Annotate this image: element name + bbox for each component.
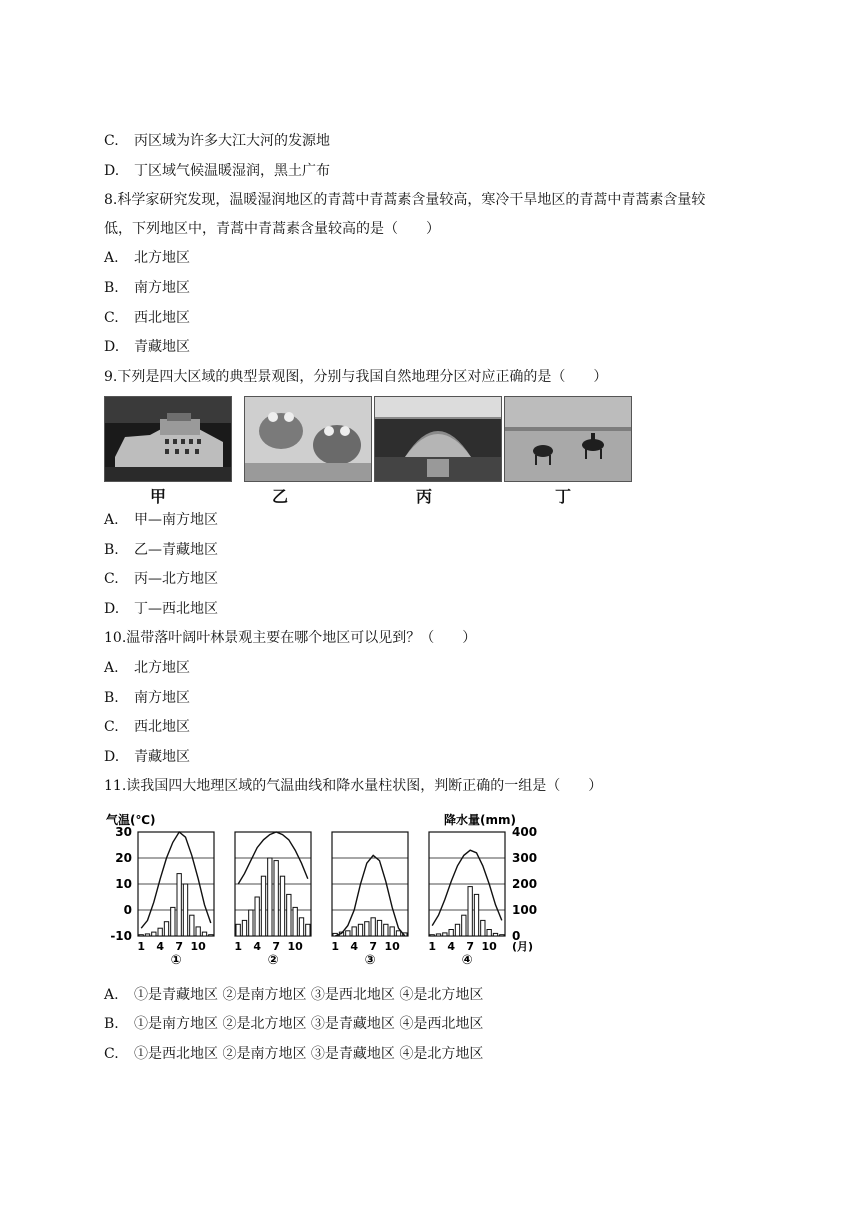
precipitation-bar [152, 932, 156, 936]
precipitation-tick-label: 300 [512, 851, 538, 865]
q11-option-c[interactable] [104, 1044, 483, 1064]
temperature-tick-label: 0 [123, 903, 132, 917]
q11-option-a[interactable] [104, 985, 483, 1005]
option-text: 丁区域气候温暖湿润，黑土广布 [134, 163, 330, 179]
q9-option-b[interactable] [104, 540, 218, 560]
precipitation-bar [209, 935, 213, 936]
option-letter: A. [104, 987, 119, 1003]
precipitation-bar [346, 931, 350, 936]
month-tick-label: 7 [272, 940, 280, 953]
option-letter: C. [104, 571, 119, 587]
q8-option-c[interactable] [104, 308, 190, 328]
temperature-curve [432, 850, 502, 925]
q10-option-b[interactable] [104, 688, 190, 708]
precipitation-bar [371, 918, 375, 936]
option-letter: A. [104, 512, 119, 528]
temperature-tick-label: 20 [115, 851, 132, 865]
photo-label-yi: 乙 [271, 487, 288, 506]
precipitation-bar [493, 933, 497, 936]
precipitation-bar [436, 934, 440, 936]
option-letter: B. [104, 542, 119, 558]
month-tick-label: 1 [234, 940, 242, 953]
precipitation-bar [500, 935, 504, 936]
precipitation-bar [190, 915, 194, 936]
option-text: 南方地区 [134, 280, 190, 296]
option-letter: B. [104, 690, 119, 706]
option-letter: B. [104, 1016, 119, 1032]
option-text: 青藏地区 [134, 749, 190, 765]
option-text: 北方地区 [134, 250, 190, 266]
q10-stem: 10.温带落叶阔叶林景观主要在哪个地区可以见到？（ ） [104, 630, 477, 646]
precipitation-bar [287, 894, 291, 936]
precipitation-bar [293, 907, 297, 936]
option-text: 西北地区 [134, 310, 190, 326]
temperature-tick-label: 30 [115, 825, 132, 839]
precipitation-bar [196, 927, 200, 936]
precipitation-bar [455, 924, 459, 936]
option-letter: C. [104, 719, 119, 735]
precipitation-bar [443, 933, 447, 936]
climate-charts-svg [104, 808, 544, 968]
precipitation-bar [468, 887, 472, 936]
q9-option-c[interactable] [104, 569, 218, 589]
option-letter: D. [104, 601, 120, 617]
chart-panel-label: ② [267, 953, 279, 968]
option-letter: D. [104, 163, 120, 179]
temperature-axis-title: 气温(℃) [106, 813, 156, 827]
precipitation-tick-label: 400 [512, 825, 538, 839]
photo-potala-palace [104, 396, 232, 482]
precipitation-bar [164, 922, 168, 936]
precipitation-bar [177, 874, 181, 936]
option-text: 甲—南方地区 [134, 512, 218, 528]
precipitation-bar [255, 897, 259, 936]
month-unit-label: (月) [512, 940, 534, 953]
precipitation-bar [139, 935, 143, 936]
q9-stem: 9.下列是四大区域的典型景观图，分别与我国自然地理分区对应正确的是（ ） [104, 369, 608, 385]
temperature-tick-label: 10 [115, 877, 132, 891]
option-letter: A. [104, 250, 119, 266]
q11-stem: 11.读我国四大地理区域的气温曲线和降水量柱状图，判断正确的一组是（ ） [104, 778, 603, 794]
precipitation-bar [430, 935, 434, 936]
option-text: ①是青藏地区 ②是南方地区 ③是西北地区 ④是北方地区 [134, 987, 484, 1003]
photo-label-jia: 甲 [149, 487, 166, 506]
q8-option-b[interactable] [104, 278, 190, 298]
q9-option-a[interactable] [104, 510, 218, 530]
precipitation-bar [474, 894, 478, 936]
precipitation-bar [145, 934, 149, 936]
q11-option-b[interactable] [104, 1014, 483, 1034]
precipitation-bar [487, 930, 491, 937]
precipitation-tick-label: 200 [512, 877, 538, 891]
photo-stone-arch-bridge [374, 396, 502, 482]
precipitation-bar [202, 932, 206, 936]
precipitation-bar [268, 858, 272, 936]
photo-label-ding: 丁 [554, 487, 571, 506]
option-d-prev [104, 161, 330, 181]
temperature-curve [335, 855, 405, 936]
option-text: 南方地区 [134, 690, 190, 706]
precipitation-bar [158, 928, 162, 936]
option-text: 青藏地区 [134, 339, 190, 355]
precipitation-bar [481, 920, 485, 936]
q8-stem-line2: 低，下列地区中，青蒿中青蒿素含量较高的是（ ） [104, 221, 440, 237]
option-c-prev [104, 131, 330, 151]
option-letter: C. [104, 133, 119, 149]
q10-option-c[interactable] [104, 717, 190, 737]
precipitation-tick-label: 100 [512, 903, 538, 917]
option-text: 丁—西北地区 [134, 601, 218, 617]
precipitation-bar [242, 920, 246, 936]
precipitation-bar [352, 927, 356, 936]
month-tick-label: 10 [287, 940, 303, 953]
precipitation-bar [261, 876, 265, 936]
precipitation-bar [449, 930, 453, 937]
precipitation-bar [365, 922, 369, 936]
q9-option-d[interactable] [104, 599, 218, 619]
q10-option-a[interactable] [104, 658, 190, 678]
month-tick-label: 7 [466, 940, 474, 953]
precipitation-bar [299, 918, 303, 936]
option-text: 北方地区 [134, 660, 190, 676]
precipitation-bar [274, 861, 278, 936]
precipitation-axis-title: 降水量(mm) [444, 813, 516, 827]
option-letter: D. [104, 339, 120, 355]
option-text: 西北地区 [134, 719, 190, 735]
option-text: ①是西北地区 ②是南方地区 ③是青藏地区 ④是北方地区 [134, 1046, 484, 1062]
precipitation-bar [396, 931, 400, 936]
q8-option-a[interactable] [104, 248, 190, 268]
month-tick-label: 10 [384, 940, 400, 953]
climate-charts [104, 808, 544, 968]
precipitation-bar [390, 927, 394, 936]
photo-label-bing: 丙 [415, 487, 432, 506]
month-tick-label: 4 [447, 940, 455, 953]
precipitation-bar [171, 907, 175, 936]
month-tick-label: 7 [175, 940, 183, 953]
option-letter: A. [104, 660, 119, 676]
precipitation-bar [377, 920, 381, 936]
month-tick-label: 7 [369, 940, 377, 953]
precipitation-bar [280, 876, 284, 936]
month-tick-label: 10 [481, 940, 497, 953]
chart-panel-label: ③ [364, 953, 376, 968]
temperature-curve [141, 832, 211, 928]
option-letter: C. [104, 310, 119, 326]
option-letter: D. [104, 749, 120, 765]
chart-panel-label: ④ [461, 953, 473, 968]
precipitation-tick-label: 0 [512, 929, 521, 943]
q8-stem-line1: 8.科学家研究发现，温暖湿润地区的青蒿中青蒿素含量较高，寒冷干旱地区的青蒿中青蒿素含量较 [104, 192, 706, 208]
option-text: 乙—青藏地区 [134, 542, 218, 558]
precipitation-bar [236, 924, 240, 936]
photo-karst-hills [244, 396, 372, 482]
option-letter: C. [104, 1046, 119, 1062]
chart-panel-label: ① [170, 953, 182, 968]
option-text: 丙区域为许多大江大河的发源地 [134, 133, 330, 149]
q8-option-d[interactable] [104, 337, 190, 357]
month-tick-label: 4 [156, 940, 164, 953]
month-tick-label: 1 [331, 940, 339, 953]
precipitation-bar [249, 910, 253, 936]
option-text: 丙—北方地区 [134, 571, 218, 587]
month-tick-label: 1 [428, 940, 436, 953]
month-tick-label: 1 [137, 940, 145, 953]
photo-horse-riders [504, 396, 632, 482]
month-tick-label: 4 [350, 940, 358, 953]
temperature-tick-label: -10 [110, 929, 132, 943]
option-letter: B. [104, 280, 119, 296]
precipitation-bar [384, 924, 388, 936]
precipitation-bar [358, 924, 362, 936]
precipitation-bar [306, 924, 310, 936]
month-tick-label: 10 [190, 940, 206, 953]
precipitation-bar [462, 915, 466, 936]
month-tick-label: 4 [253, 940, 261, 953]
precipitation-bar [183, 884, 187, 936]
option-text: ①是南方地区 ②是北方地区 ③是青藏地区 ④是西北地区 [134, 1016, 484, 1032]
q10-option-d[interactable] [104, 747, 190, 767]
